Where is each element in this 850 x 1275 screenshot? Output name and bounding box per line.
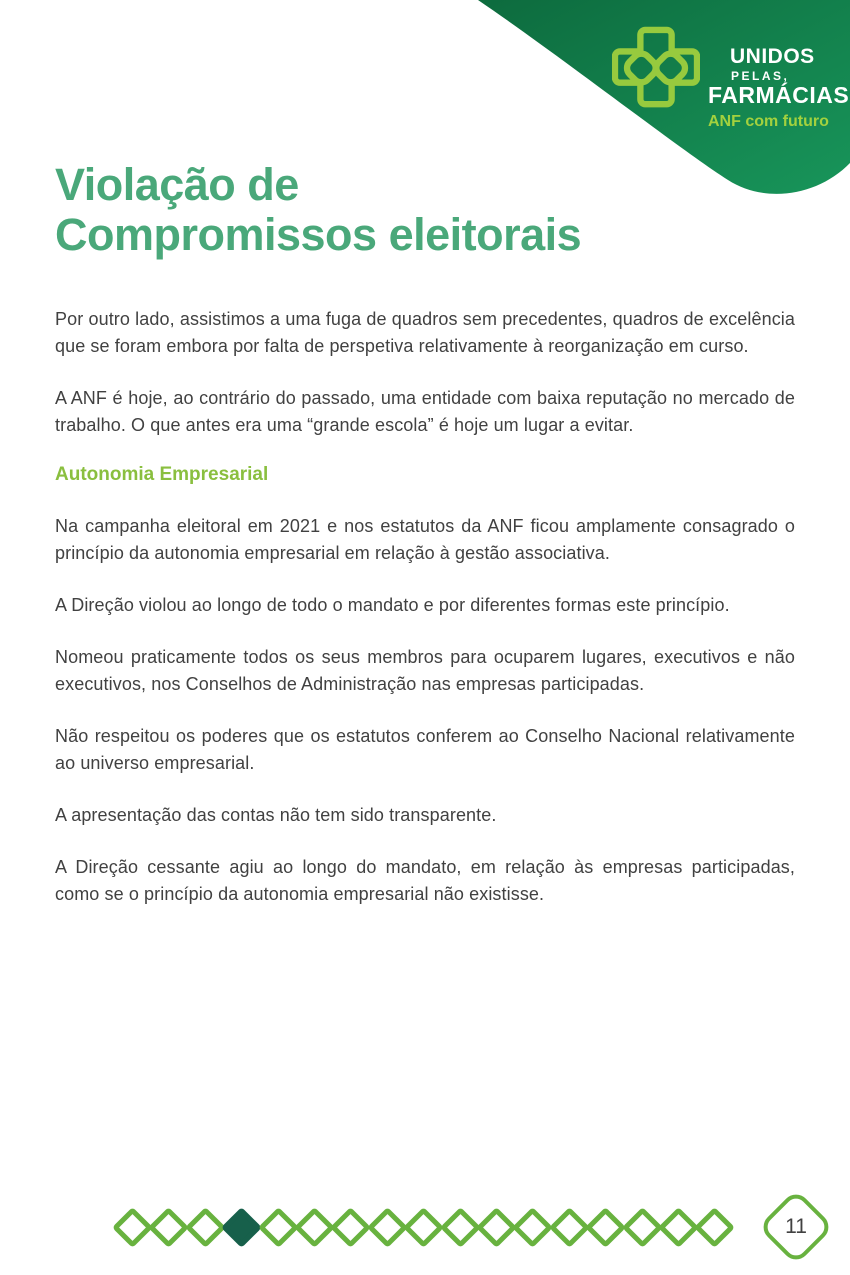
progress-diamond — [112, 1207, 153, 1248]
logo-line-unidos: UNIDOS — [730, 45, 815, 68]
page-title-line2: Compromissos eleitorais — [55, 209, 582, 260]
progress-diamond — [148, 1207, 189, 1248]
progress-diamond — [549, 1207, 590, 1248]
paragraph: Por outro lado, assistimos a uma fuga de quadros sem precedentes, quadros de excelência que se foram embora por falta de perspetiva relativamente à reorganização em curso. — [55, 309, 795, 356]
progress-diamond — [258, 1207, 299, 1248]
paragraph: Não respeitou os poderes que os estatutos conferem ao Conselho Nacional relativamente ao universo empresarial. — [55, 726, 795, 773]
progress-diamond — [440, 1207, 481, 1248]
page-title — [55, 160, 795, 260]
logo-line-pelas: PELAS, — [731, 69, 790, 83]
diamond-chain — [112, 1207, 742, 1249]
section-heading: Autonomia Empresarial — [55, 464, 269, 485]
progress-diamond — [512, 1207, 553, 1248]
paragraph: A Direção violou ao longo de todo o mandato e por diferentes formas este princípio. — [55, 595, 730, 615]
progress-diamond — [658, 1207, 699, 1248]
content-area — [55, 0, 795, 933]
progress-diamond — [585, 1207, 626, 1248]
paragraph: Na campanha eleitoral em 2021 e nos estatutos da ANF ficou amplamente consagrado o princípio da autonomia empresarial em relação à gestão associativa. — [55, 516, 795, 563]
page-title-line1: Violação de — [55, 159, 299, 210]
progress-diamond — [403, 1207, 444, 1248]
progress-diamond-filled — [221, 1207, 262, 1248]
page-number: 11 — [785, 1215, 807, 1238]
page-number-badge — [758, 1189, 834, 1265]
progress-diamond — [330, 1207, 371, 1248]
progress-diamond — [622, 1207, 663, 1248]
logo-tagline: ANF com futuro — [708, 113, 829, 130]
paragraph: A ANF é hoje, ao contrário do passado, uma entidade com baixa reputação no mercado de trabalho. O que antes era uma “grande escola” é hoje um lugar a evitar. — [55, 388, 795, 435]
progress-diamond — [294, 1207, 335, 1248]
paragraph: Nomeou praticamente todos os seus membros para ocuparem lugares, executivos e não executivos, nos Conselhos de Administração nas empresas participadas. — [55, 647, 795, 694]
progress-diamond — [367, 1207, 408, 1248]
paragraph: A Direção cessante agiu ao longo do mandato, em relação às empresas participadas, como se o princípio da autonomia empresarial não existisse. — [55, 857, 795, 904]
progress-diamond — [185, 1207, 226, 1248]
logo-line-farmacias: FARMÁCIAS — [708, 82, 850, 108]
content-blocks — [55, 306, 795, 908]
paragraph: A apresentação das contas não tem sido transparente. — [55, 805, 497, 825]
progress-diamond — [476, 1207, 517, 1248]
progress-diamond — [694, 1207, 735, 1248]
